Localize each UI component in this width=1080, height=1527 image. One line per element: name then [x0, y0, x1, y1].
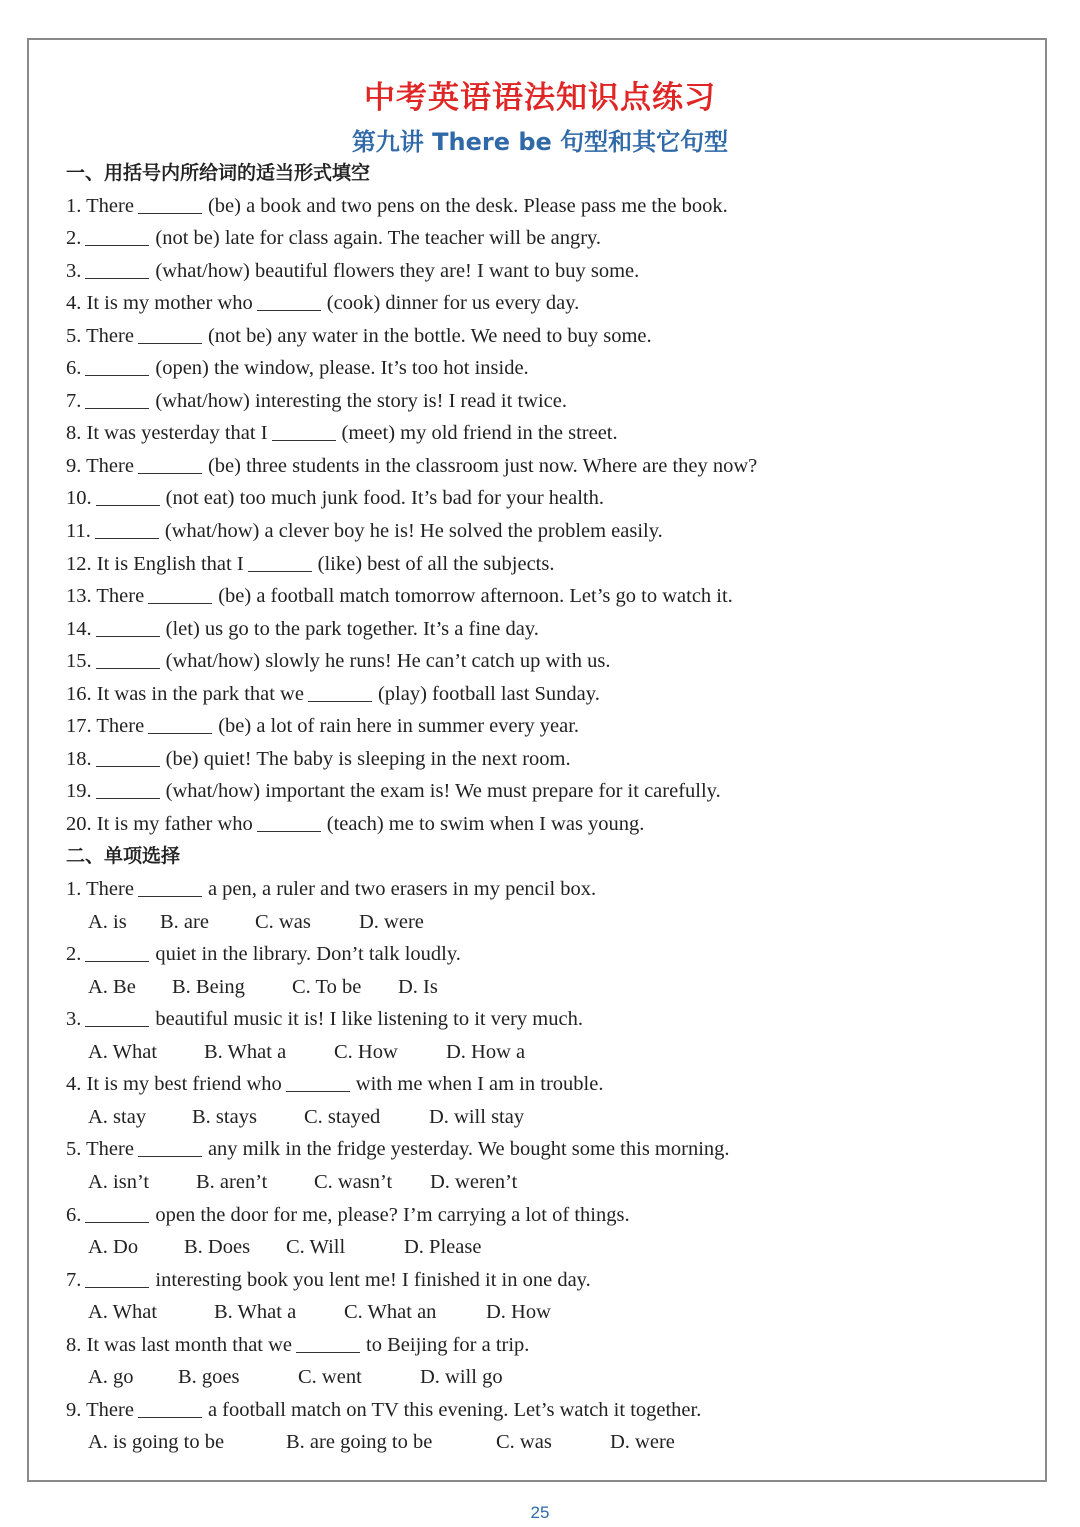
worksheet-content: [66, 157, 1026, 1459]
fill-blank-item: [66, 190, 1026, 223]
mc-options: [66, 971, 1026, 1004]
fill-blank-item: [66, 222, 1026, 255]
mc-options: [66, 1426, 1026, 1459]
option-c[interactable]: C. stayed: [304, 1105, 381, 1128]
question-prefix: 4. It is my mother who: [66, 292, 253, 315]
option-b[interactable]: B. aren’t: [196, 1170, 268, 1193]
question-prefix: 9. There: [66, 1398, 134, 1421]
question-text: (let) us go to the park together. It’s a fine day.: [165, 617, 539, 640]
fill-blank-item: [66, 613, 1026, 646]
answer-blank: [85, 1221, 149, 1223]
question-prefix: 2.: [66, 943, 82, 966]
question-text: with me when I am in trouble.: [355, 1073, 604, 1096]
fill-blank-item: [66, 743, 1026, 776]
option-b[interactable]: B. goes: [178, 1366, 240, 1389]
answer-blank: [96, 765, 160, 767]
mc-question: [66, 1329, 1026, 1362]
mc-options: [66, 1036, 1026, 1069]
answer-blank: [257, 830, 321, 832]
question-text: a pen, a ruler and two erasers in my pencil box.: [207, 878, 597, 901]
fill-blank-item: [66, 255, 1026, 288]
question-prefix: 1. There: [66, 194, 134, 217]
option-c[interactable]: C. was: [255, 910, 311, 933]
option-a[interactable]: A. Be: [88, 975, 136, 998]
fill-blank-item: [66, 580, 1026, 613]
answer-blank: [248, 570, 312, 572]
option-c[interactable]: C. Will: [286, 1236, 346, 1259]
question-text: (teach) me to swim when I was young.: [326, 812, 645, 835]
option-d[interactable]: D. were: [610, 1431, 675, 1454]
question-text: (what/how) slowly he runs! He can’t catch up with us.: [165, 650, 611, 673]
question-prefix: 2.: [66, 227, 82, 250]
section2-heading: 二、单项选择: [66, 845, 181, 868]
option-a[interactable]: A. isn’t: [88, 1170, 150, 1193]
question-prefix: 7.: [66, 1268, 82, 1291]
answer-blank: [296, 1351, 360, 1353]
fill-blank-item: [66, 548, 1026, 581]
mc-options: [66, 1101, 1026, 1134]
question-text: (what/how) interesting the story is! I read it twice.: [155, 389, 567, 412]
fill-blank-item: [66, 678, 1026, 711]
question-prefix: 12. It is English that I: [66, 552, 244, 575]
question-text: (be) a book and two pens on the desk. Please pass me the book.: [207, 194, 728, 217]
option-b[interactable]: B. What a: [204, 1040, 287, 1063]
option-a[interactable]: A. is going to be: [88, 1431, 225, 1454]
question-text: (not be) late for class again. The teacher will be angry.: [155, 227, 602, 250]
page-number: 25: [530, 1503, 550, 1522]
mc-options: [66, 1231, 1026, 1264]
option-d[interactable]: D. will stay: [429, 1105, 525, 1128]
answer-blank: [96, 667, 160, 669]
question-text: (be) a football match tomorrow afternoon. Let’s go to watch it.: [218, 585, 733, 608]
answer-blank: [85, 374, 149, 376]
mc-question: [66, 1199, 1026, 1232]
page-title: 中考英语语法知识点练习: [364, 80, 716, 116]
answer-blank: [96, 797, 160, 799]
question-prefix: 16. It was in the park that we: [66, 682, 304, 705]
question-text: (be) quiet! The baby is sleeping in the next room.: [165, 747, 571, 770]
question-text: (what/how) beautiful flowers they are! I want to buy some.: [155, 259, 640, 282]
answer-blank: [138, 895, 202, 897]
question-text: (be) a lot of rain here in summer every year.: [218, 715, 580, 738]
fill-blank-item: [66, 808, 1026, 841]
option-d[interactable]: D. How: [486, 1301, 551, 1324]
answer-blank: [85, 407, 149, 409]
mc-question: [66, 938, 1026, 971]
question-text: (what/how) important the exam is! We must prepare for it carefully.: [165, 780, 721, 803]
option-a[interactable]: A. go: [88, 1366, 134, 1389]
option-b[interactable]: B. are going to be: [286, 1431, 433, 1454]
question-prefix: 4. It is my best friend who: [66, 1073, 282, 1096]
option-a[interactable]: A. stay: [88, 1105, 147, 1128]
option-a[interactable]: A. What: [88, 1040, 158, 1063]
question-prefix: 14.: [66, 617, 92, 640]
answer-blank: [257, 309, 321, 311]
fill-blank-item: [66, 352, 1026, 385]
question-text: (not eat) too much junk food. It’s bad for your health.: [165, 487, 604, 510]
answer-blank: [96, 504, 160, 506]
question-prefix: 6.: [66, 357, 82, 380]
question-prefix: 18.: [66, 747, 92, 770]
question-text: any milk in the fridge yesterday. We bought some this morning.: [207, 1138, 730, 1161]
answer-blank: [308, 700, 372, 702]
mc-options: [66, 1361, 1026, 1394]
section1-heading: 一、用括号内所给词的适当形式填空: [66, 162, 371, 184]
answer-blank: [138, 472, 202, 474]
mc-question: [66, 1068, 1026, 1101]
page-subtitle: 第九讲 There be 句型和其它句型: [351, 128, 729, 156]
question-prefix: 8. It was last month that we: [66, 1333, 293, 1356]
option-d[interactable]: D. were: [359, 910, 424, 933]
question-text: beautiful music it is! I like listening to it very much.: [155, 1008, 583, 1031]
question-text: quiet in the library. Don’t talk loudly.: [155, 943, 461, 966]
fill-blank-item: [66, 450, 1026, 483]
fill-blank-item: [66, 710, 1026, 743]
mc-options: [66, 1296, 1026, 1329]
mc-question: [66, 1133, 1026, 1166]
question-text: to Beijing for a trip.: [366, 1333, 530, 1356]
question-prefix: 3.: [66, 259, 82, 282]
option-b[interactable]: B. stays: [192, 1105, 257, 1128]
answer-blank: [138, 1416, 202, 1418]
question-text: (cook) dinner for us every day.: [326, 292, 580, 315]
question-prefix: 10.: [66, 487, 92, 510]
fill-blank-item: [66, 287, 1026, 320]
question-text: (not be) any water in the bottle. We need to buy some.: [207, 324, 652, 347]
option-c[interactable]: C. wasn’t: [314, 1170, 393, 1193]
answer-blank: [138, 1155, 202, 1157]
question-text: open the door for me, please? I’m carrying a lot of things.: [155, 1203, 630, 1226]
question-text: (meet) my old friend in the street.: [341, 422, 618, 445]
question-prefix: 7.: [66, 389, 82, 412]
answer-blank: [85, 1286, 149, 1288]
fill-blank-item: [66, 417, 1026, 450]
question-text: a football match on TV this evening. Let’s watch it together.: [207, 1398, 702, 1421]
answer-blank: [85, 277, 149, 279]
option-b[interactable]: B. What a: [214, 1301, 297, 1324]
option-d[interactable]: D. will go: [420, 1366, 503, 1389]
answer-blank: [148, 602, 212, 604]
answer-blank: [138, 342, 202, 344]
question-text: interesting book you lent me! I finished it in one day.: [155, 1268, 591, 1291]
option-c[interactable]: C. was: [496, 1431, 552, 1454]
question-text: (play) football last Sunday.: [377, 682, 600, 705]
fill-blank-item: [66, 320, 1026, 353]
option-c[interactable]: C. went: [298, 1366, 362, 1389]
question-prefix: 19.: [66, 780, 92, 803]
answer-blank: [272, 439, 336, 441]
option-d[interactable]: D. weren’t: [430, 1170, 518, 1193]
fill-blank-item: [66, 515, 1026, 548]
answer-blank: [95, 537, 159, 539]
question-prefix: 8. It was yesterday that I: [66, 422, 268, 445]
question-prefix: 6.: [66, 1203, 82, 1226]
option-c[interactable]: C. What an: [344, 1301, 437, 1324]
answer-blank: [85, 960, 149, 962]
answer-blank: [148, 732, 212, 734]
mc-question: [66, 1264, 1026, 1297]
mc-question: [66, 873, 1026, 906]
option-d[interactable]: D. Please: [404, 1236, 482, 1259]
fill-blank-item: [66, 482, 1026, 515]
question-text: (what/how) a clever boy he is! He solved the problem easily.: [164, 520, 663, 543]
option-a[interactable]: A. is: [88, 910, 127, 933]
multiple-choice-list: [66, 873, 1026, 1459]
option-a[interactable]: A. Do: [88, 1236, 139, 1259]
mc-question: [66, 1003, 1026, 1036]
question-prefix: 5. There: [66, 324, 134, 347]
answer-blank: [85, 244, 149, 246]
option-b[interactable]: B. Being: [172, 975, 245, 998]
option-b[interactable]: B. are: [160, 910, 209, 933]
option-c[interactable]: C. How: [334, 1040, 398, 1063]
question-prefix: 1. There: [66, 878, 134, 901]
question-prefix: 9. There: [66, 454, 134, 477]
question-prefix: 3.: [66, 1008, 82, 1031]
question-prefix: 5. There: [66, 1138, 134, 1161]
fill-blank-item: [66, 775, 1026, 808]
mc-options: [66, 1166, 1026, 1199]
question-prefix: 20. It is my father who: [66, 812, 253, 835]
answer-blank: [286, 1090, 350, 1092]
option-a[interactable]: A. What: [88, 1301, 158, 1324]
fill-blank-list: [66, 190, 1026, 841]
question-prefix: 11.: [66, 520, 91, 543]
fill-blank-item: [66, 385, 1026, 418]
answer-blank: [96, 635, 160, 637]
fill-blank-item: [66, 645, 1026, 678]
question-prefix: 17. There: [66, 715, 145, 738]
option-d[interactable]: D. Is: [398, 975, 438, 998]
option-c[interactable]: C. To be: [292, 975, 362, 998]
question-prefix: 15.: [66, 650, 92, 673]
option-b[interactable]: B. Does: [184, 1236, 251, 1259]
answer-blank: [85, 1025, 149, 1027]
question-text: (open) the window, please. It’s too hot inside.: [155, 357, 529, 380]
answer-blank: [138, 212, 202, 214]
mc-options: [66, 906, 1026, 939]
mc-question: [66, 1394, 1026, 1427]
option-d[interactable]: D. How a: [446, 1040, 526, 1063]
question-text: (be) three students in the classroom just now. Where are they now?: [207, 454, 758, 477]
question-prefix: 13. There: [66, 585, 145, 608]
question-text: (like) best of all the subjects.: [317, 552, 555, 575]
